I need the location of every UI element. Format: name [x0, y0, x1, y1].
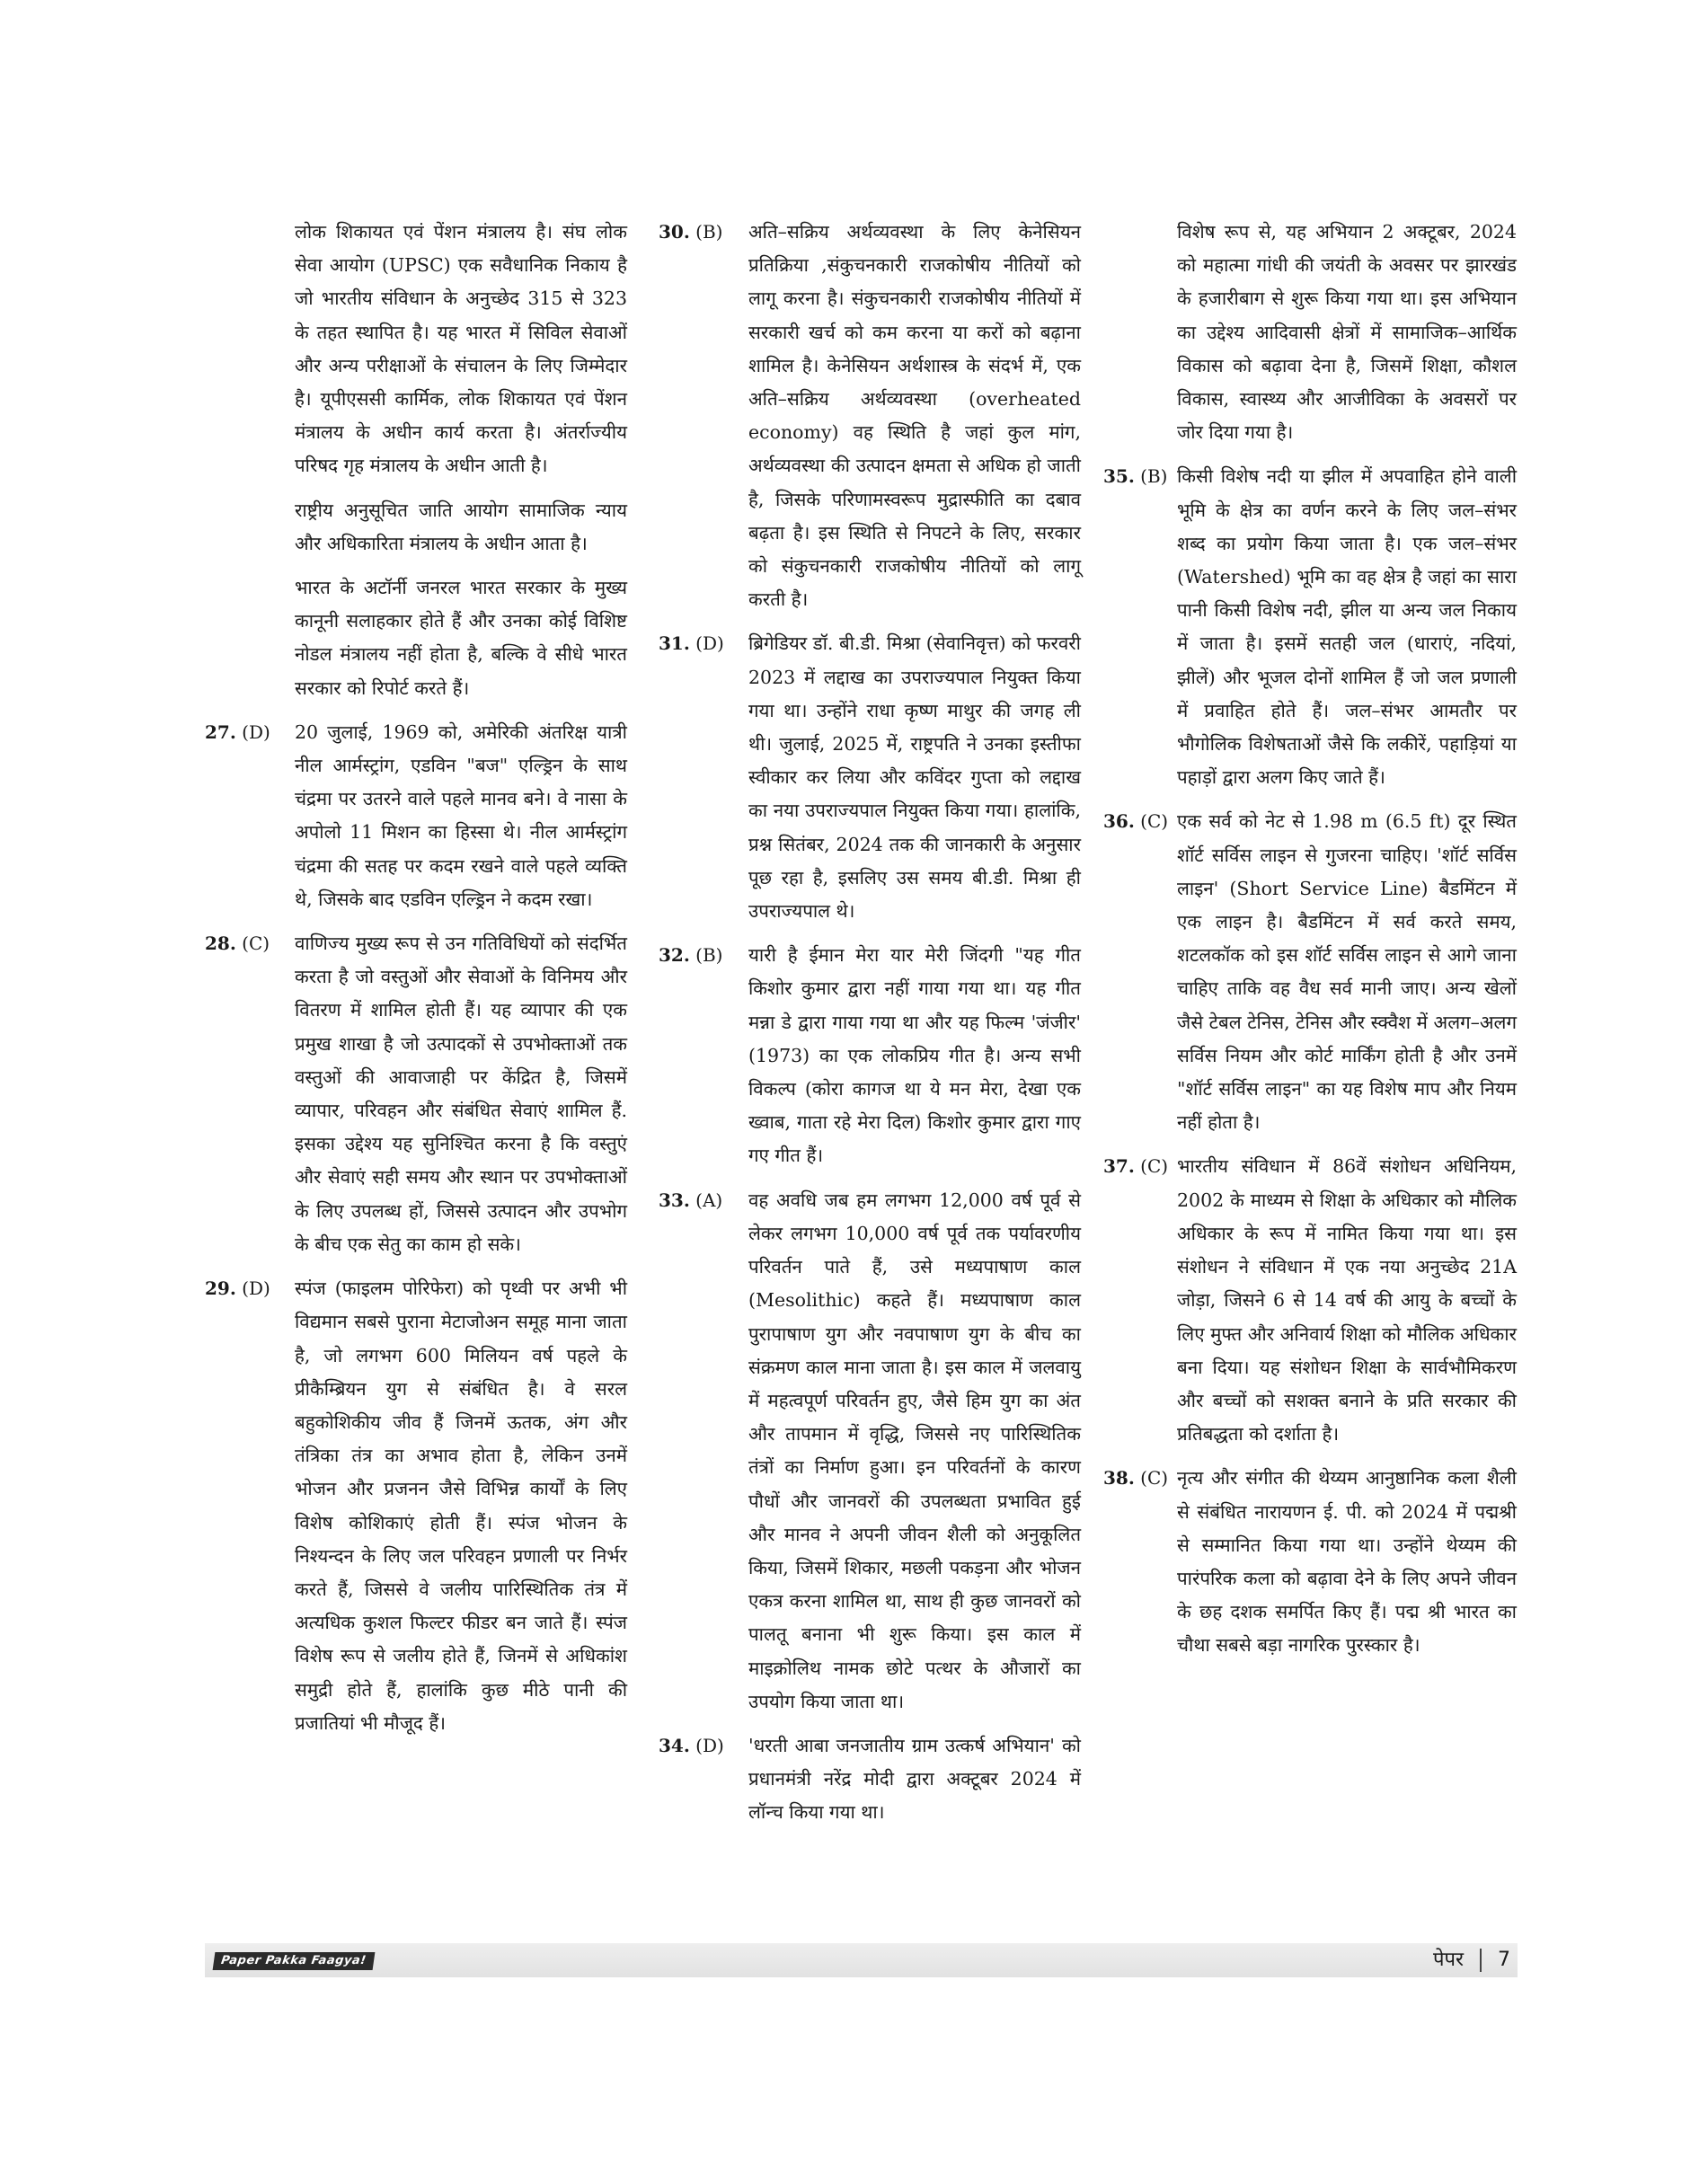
answer-option: (C): [1140, 1155, 1169, 1178]
answer-number: 28.: [205, 933, 236, 955]
answer-label: [205, 716, 295, 749]
page-label: पेपर: [1433, 1949, 1464, 1971]
column-2: [659, 216, 1081, 1841]
page-number: 7: [1498, 1949, 1510, 1971]
answer-explanation: नृत्य और संगीत की थेय्यम आनुष्ठानिक कला शैली से संबंधित नारायणन ई. पी. को 2024 में पद्मश्री से सम्मानित किया गया था। उन्होंने थेय्यम की पारंपरिक कला को बढ़ावा देने के लिए अपने जीवन के छह दशक समर्पित किए हैं। पद्म श्री भारत का चौथा सबसे बड़ा नागरिक पुरस्कार है।: [1177, 1467, 1517, 1657]
answer-30: [659, 216, 1081, 616]
answer-29: [205, 1272, 627, 1740]
answer-36: [1103, 805, 1517, 1139]
answer-explanation: वह अवधि जब हम लगभग 12,000 वर्ष पूर्व से लेकर लगभग 10,000 वर्ष पूर्व तक पर्यावरणीय परिवर्तन पाते हैं, उसे मध्यपाषाण काल (Mesolithic) कहते हैं। मध्यपाषाण काल पुरापाषाण युग और नवपाषाण युग के बीच का संक्रमण काल माना जाता है। इस काल में जलवायु में महत्वपूर्ण परिवर्तन हुए, जैसे हिम युग का अंत और तापमान में वृद्धि, जिससे नए पारिस्थितिक तंत्रों का निर्माण हुआ। इन परिवर्तनों के कारण पौधों और जानवरों की उपलब्धता प्रभावित हुई और मानव ने अपनी जीवन शैली को अनुकूलित किया, जिसमें शिकार, मछली पकड़ना और भोजन एकत्र करना शामिल था, साथ ही कुछ जानवरों को पालतू बनाना भी शुरू किया। इस काल में माइक्रोलिथ नामक छोटे पत्थर के औजारों का उपयोग किया जाता था।: [748, 1189, 1081, 1712]
answer-explanation: 'धरती आबा जनजातीय ग्राम उत्कर्ष अभियान' को प्रधानमंत्री नरेंद्र मोदी द्वारा अक्टूबर 2024 में लॉन्च किया गया था।: [748, 1734, 1081, 1824]
answer-explanation: स्पंज (फाइलम पोरिफेरा) को पृथ्वी पर अभी भी विद्यमान सबसे पुराना मेटाजोअन समूह माना जाता है, जो लगभग 600 मिलियन वर्ष पहले के प्रीकैम्ब्रियन युग से संबंधित है। वे सरल बहुकोशिकीय जीव हैं जिनमें ऊतक, अंग और तंत्रिका तंत्र का अभाव होता है, लेकिन उनमें भोजन और प्रजनन जैसे विभिन्न कार्यों के लिए विशेष कोशिकाएं होती हैं। स्पंज भोजन के निश्यन्दन के लिए जल परिवहन प्रणाली पर निर्भर करते हैं, जिससे वे जलीय पारिस्थितिक तंत्र में अत्यधिक कुशल फिल्टर फीडर बन जाते हैं। स्पंज विशेष रूप से जलीय होते हैं, जिनमें से अधिकांश समुद्री होते हैं, हालांकि कुछ मीठे पानी की प्रजातियां भी मौजूद हैं।: [295, 1277, 627, 1734]
answer-number: 36.: [1103, 810, 1135, 833]
page-footer: [205, 1943, 1518, 1977]
answer-number: 30.: [659, 221, 690, 243]
paragraph: लोक शिकायत एवं पेंशन मंत्रालय है। संघ लोक सेवा आयोग (UPSC) एक सवैधानिक निकाय है जो भारतीय संविधान के अनुच्छेद 315 से 323 के तहत स्थापित है। यह भारत में सिविल सेवाओं और अन्य परीक्षाओं के संचालन के लिए जिम्मेदार है। यूपीएससी कार्मिक, लोक शिकायत एवं पेंशन मंत्रालय के अधीन कार्य करता है। अंतर्राज्यीय परिषद गृह मंत्रालय के अधीन आती है।: [295, 221, 627, 477]
answer-number: 34.: [659, 1734, 690, 1756]
answer-explanation: यारी है ईमान मेरा यार मेरी जिंदगी "यह गीत किशोर कुमार द्वारा नहीं गाया गया था। यह गीत मन्ना डे द्वारा गाया गया था और यह फिल्म 'जंजीर' (1973) का एक लोकप्रिय गीत है। अन्य सभी विकल्प (कोरा कागज था ये मन मेरा, देखा एक ख्वाब, गाता रहे मेरा दिल) किशोर कुमार द्वारा गाए गए गीत हैं।: [748, 944, 1081, 1167]
answer-explanation: अति–सक्रिय अर्थव्यवस्था के लिए केनेसियन प्रतिक्रिया ,संकुचनकारी राजकोषीय नीतियों को लागू करना है। संकुचनकारी राजकोषीय नीतियों में सरकारी खर्च को कम करना या करों को बढ़ाना शामिल है। केनेसियन अर्थशास्त्र के संदर्भ में, एक अति–सक्रिय अर्थव्यवस्था (overheated economy) वह स्थिति है जहां कुल मांग, अर्थव्यवस्था की उत्पादन क्षमता से अधिक हो जाती है, जिसके परिणामस्वरूप मुद्रास्फीति का दबाव बढ़ता है। इस स्थिति से निपटने के लिए, सरकार को संकुचनकारी राजकोषीय नीतियों को लागू करती है।: [748, 221, 1081, 611]
answer-option: (B): [695, 221, 723, 243]
answer-number: 38.: [1103, 1467, 1135, 1490]
answer-37: [1103, 1150, 1517, 1451]
answer-option: (D): [242, 1277, 270, 1300]
answer-label: [659, 939, 748, 972]
answer-option: (B): [695, 944, 723, 967]
answer-explanation: 20 जुलाई, 1969 को, अमेरिकी अंतरिक्ष यात्री नील आर्मस्ट्रांग, एडविन "बज" एल्ड्रिन के साथ चंद्रमा पर उतरने वाले पहले मानव बने। वे नासा के अपोलो 11 मिशन का हिस्सा थे। नील आर्मस्ट्रांग चंद्रमा की सतह पर कदम रखने वाले पहले व्यक्ति थे, जिसके बाद एडविन एल्ड्रिन ने कदम रखा।: [295, 720, 627, 910]
answer-31: [659, 627, 1081, 928]
answer-28: [205, 927, 627, 1261]
paragraph: भारत के अटॉर्नी जनरल भारत सरकार के मुख्य कानूनी सलाहकार होते हैं और उनका कोई विशिष्ट नोडल मंत्रालय नहीं होता है, बल्कि वे सीधे भारत सरकार को रिपोर्ट करते हैं।: [295, 577, 627, 699]
column-3: [1103, 216, 1517, 1674]
answer-option: (A): [695, 1189, 723, 1211]
answer-label: [659, 627, 748, 660]
answer-35: [1103, 460, 1517, 794]
answer-explanation: किसी विशेष नदी या झील में अपवाहित होने वाली भूमि के क्षेत्र का वर्णन करने के लिए जल–संभर शब्द का प्रयोग किया जाता है। एक जल–संभर (Watershed) भूमि का वह क्षेत्र है जहां का सारा पानी किसी विशेष नदी, झील या अन्य जल निकाय में जाता है। इसमें सतही जल (धाराएं, नदियां, झीलें) और भूजल दोनों शामिल हैं जो जल प्रणाली में प्रवाहित होते हैं। जल–संभर आमतौर पर भौगोलिक विशेषताओं जैसे कि लकीरें, पहाड़ियां या पहाड़ों द्वारा अलग किए जाते हैं।: [1177, 465, 1517, 789]
answer-38: [1103, 1462, 1517, 1662]
answer-label: [205, 1272, 295, 1305]
answer-explanation: वाणिज्य मुख्य रूप से उन गतिविधियों को संदर्भित करता है जो वस्तुओं और सेवाओं के विनिमय और वितरण में शामिल होती हैं। यह व्यापार की एक प्रमुख शाखा है जो उत्पादकों से उपभोक्ताओं तक वस्तुओं की आवाजाही पर केंद्रित है, जिसमें व्यापार, परिवहन और संबंधित सेवाएं शामिल हैं. इसका उद्देश्य यह सुनिश्चित करना है कि वस्तुएं और सेवाएं सही समय और स्थान पर उपभोक्ताओं के लिए उपलब्ध हों, जिससे उत्पादन और उपभोग के बीच एक सेतु का काम हो सके।: [295, 933, 627, 1255]
answer-label: [205, 927, 295, 960]
answer-number: 29.: [205, 1277, 236, 1300]
answer-number: 37.: [1103, 1155, 1135, 1178]
answer-option: (C): [1140, 810, 1169, 833]
answer-option: (D): [695, 632, 724, 655]
answer-explanation: ब्रिगेडियर डॉ. बी.डी. मिश्रा (सेवानिवृत्त) को फरवरी 2023 में लद्दाख का उपराज्यपाल नियुक्त किया गया था। उन्होंने राधा कृष्ण माथुर की जगह ली थी। जुलाई, 2025 में, राष्ट्रपति ने उनका इस्तीफा स्वीकार कर लिया और कविंदर गुप्ता को लद्दाख का नया उपराज्यपाल नियुक्त किया गया। हालांकि, प्रश्न सितंबर, 2024 तक की जानकारी के अनुसार पूछ रहा है, इसलिए उस समय बी.डी. मिश्रा ही उपराज्यपाल थे।: [748, 632, 1081, 923]
answer-label: [659, 216, 748, 249]
answer-34: [659, 1729, 1081, 1830]
answer-option: (D): [242, 720, 270, 743]
answer-label: [659, 1184, 748, 1217]
answer-number: 32.: [659, 944, 690, 967]
answer-label: [1103, 1462, 1177, 1495]
page-separator: [1480, 1949, 1482, 1972]
continued-answer-34: [1103, 216, 1517, 449]
answer-33: [659, 1184, 1081, 1719]
answer-number: 27.: [205, 720, 236, 743]
answer-option: (C): [1140, 1467, 1169, 1490]
answer-label: [1103, 460, 1177, 493]
answer-number: 33.: [659, 1189, 690, 1211]
answer-option: (D): [695, 1734, 724, 1756]
answer-explanation: एक सर्व को नेट से 1.98 m (6.5 ft) दूर स्थित शॉर्ट सर्विस लाइन से गुजरना चाहिए। 'शॉर्ट सर्विस लाइन' (Short Service Line) बैडमिंटन में एक लाइन है। बैडमिंटन में सर्व करते समय, शटलकॉक को इस शॉर्ट सर्विस लाइन से आगे जाना चाहिए ताकि वह वैध सर्व मानी जाए। अन्य खेलों जैसे टेबल टेनिस, टेनिस और स्क्वैश में अलग–अलग सर्विस नियम और कोर्ट मार्किंग होती है और उनमें "शॉर्ट सर्विस लाइन" का यह विशेष माप और नियम नहीं होता है।: [1177, 810, 1517, 1134]
paragraph: विशेष रूप से, यह अभियान 2 अक्टूबर, 2024 को महात्मा गांधी की जयंती के अवसर पर झारखंड के हजारीबाग से शुरू किया गया था। इस अभियान का उद्देश्य आदिवासी क्षेत्रों में सामाजिक–आर्थिक विकास को बढ़ावा देना है, जिसमें शिक्षा, कौशल विकास, स्वास्थ्य और आजीविका के अवसरों पर जोर दिया गया है।: [1177, 221, 1517, 444]
paragraph: राष्ट्रीय अनुसूचित जाति आयोग सामाजिक न्याय और अधिकारिता मंत्रालय के अधीन आता है।: [295, 499, 627, 554]
answer-explanation: भारतीय संविधान में 86वें संशोधन अधिनियम, 2002 के माध्यम से शिक्षा के अधिकार को मौलिक अधिकार के रूप में नामित किया गया था। इस संशोधन ने संविधान में एक नया अनुच्छेद 21A जोड़ा, जिसने 6 से 14 वर्ष की आयु के बच्चों के लिए मुफ्त और अनिवार्य शिक्षा को मौलिक अधिकार बना दिया। यह संशोधन शिक्षा के सार्वभौमिकरण और बच्चों को सशक्त बनाने के प्रति सरकार की प्रतिबद्धता को दर्शाता है।: [1177, 1155, 1517, 1445]
answer-option: (B): [1140, 465, 1168, 488]
answer-label: [1103, 1150, 1177, 1183]
answer-number: 35.: [1103, 465, 1135, 488]
answer-label: [659, 1729, 748, 1763]
answer-label: [1103, 805, 1177, 838]
column-1: [205, 216, 627, 1751]
answer-32: [659, 939, 1081, 1172]
continued-answer-26: [205, 216, 627, 705]
answer-option: (C): [242, 933, 270, 955]
brand-logo: Paper Pakka Faagya!: [213, 1952, 375, 1970]
answer-27: [205, 716, 627, 916]
answer-number: 31.: [659, 632, 690, 655]
